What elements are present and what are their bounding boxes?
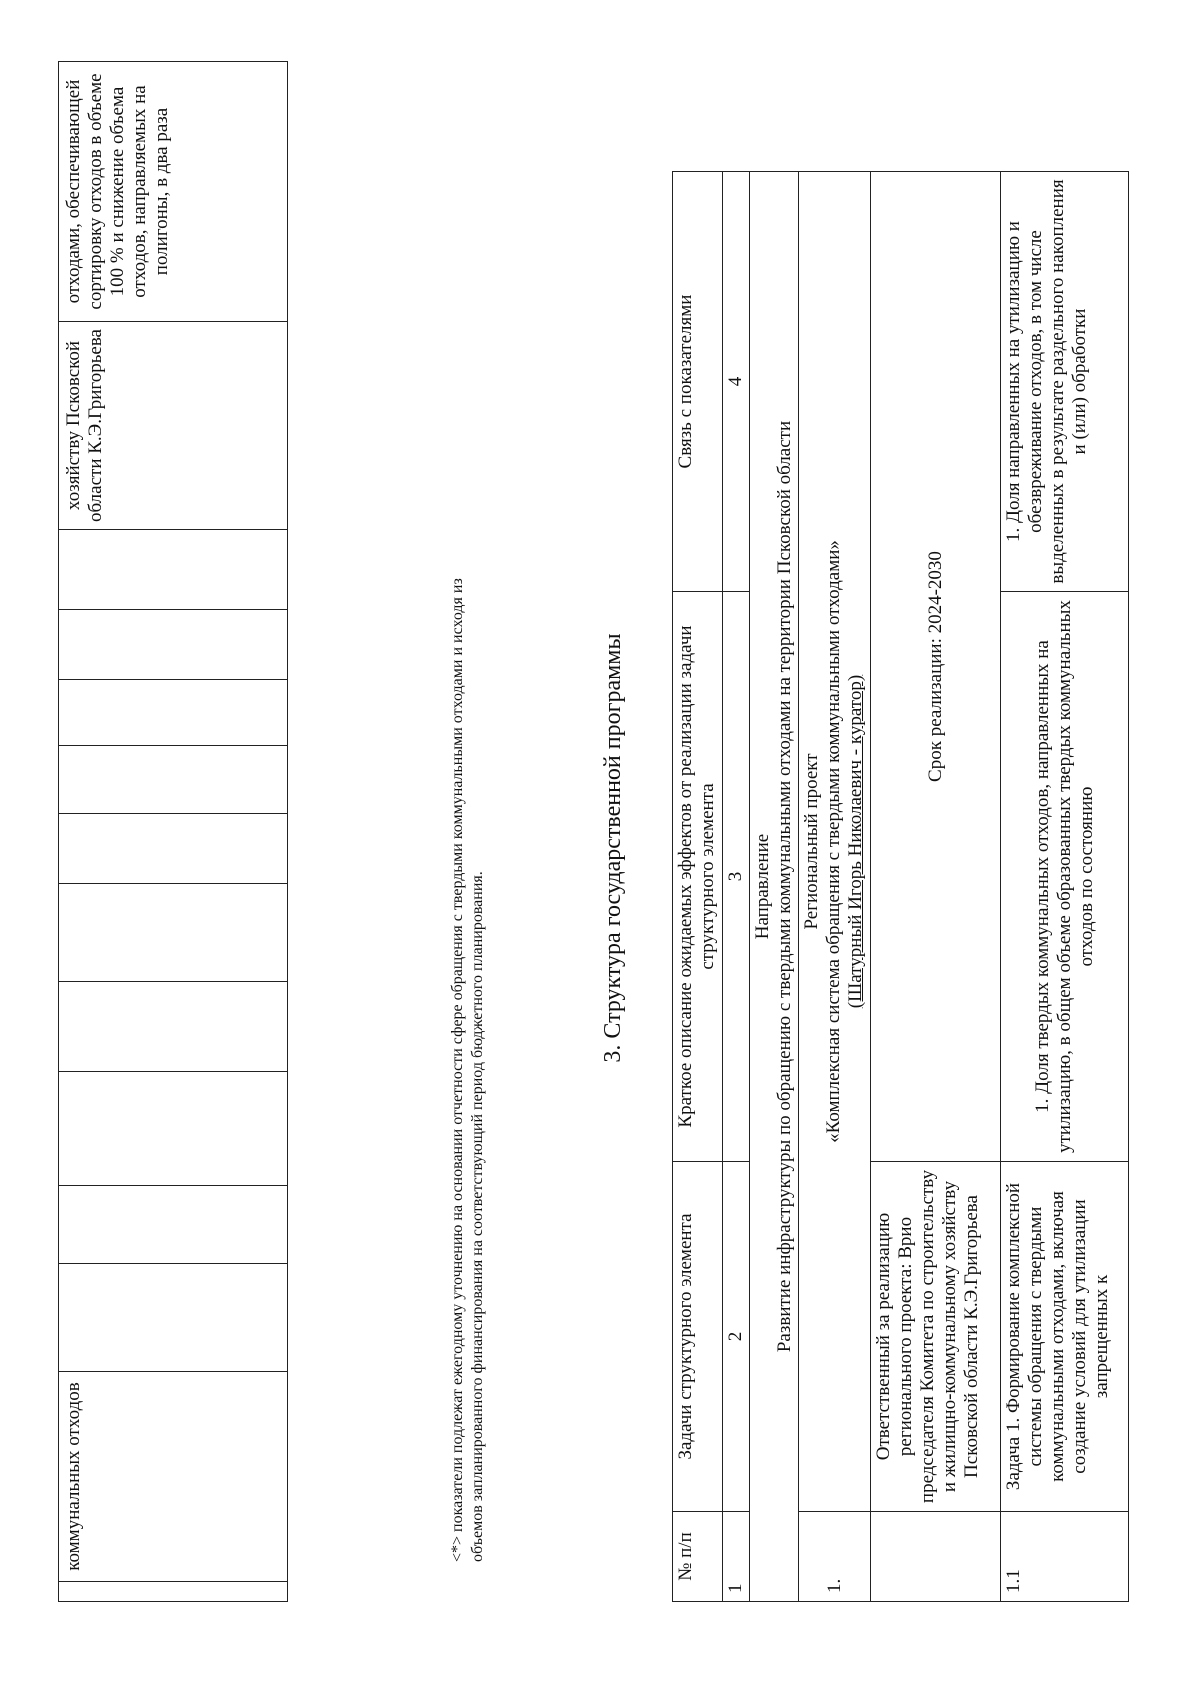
continuation-table (58, 61, 288, 1602)
index-cell: 3 (723, 592, 750, 1162)
empty-cell (59, 982, 288, 1072)
responsible-cell: Ответственный за реализацию регионального проекта: Врио председателя Комитета по строительству и жилищно-коммунальному хозяйству Псковской области К.Э.Григорьева (871, 1162, 1001, 1512)
header-row (673, 172, 723, 1602)
empty-cell (59, 610, 288, 680)
project-name: «Комплексная система обращения с твердыми коммунальными отходами» (823, 540, 844, 1143)
task-row (1001, 172, 1129, 1602)
empty-cell (59, 746, 288, 814)
footnote-line-2: объемов запланированного финансирования на соответствующий период бюджетного планирования. (469, 871, 486, 1562)
index-cell: 1 (723, 1512, 750, 1602)
direction-label: Направление (752, 833, 773, 940)
result-cell: отходами, обеспечивающей сортировку отходов в объеме 100 % и снижение объема отходов, направляемых на полигоны, в два раза (59, 62, 288, 322)
project-num: 1. (799, 1512, 871, 1602)
indicator-cell: 1. Доля направленных на утилизацию и обезвреживание отходов, в том числе выделенных в результате раздельного накопления и (или) обработки (1001, 172, 1129, 592)
direction-cell (750, 172, 799, 1602)
direction-row (750, 172, 799, 1602)
structure-table (672, 171, 1129, 1602)
task-num: 1.1 (1001, 1512, 1129, 1602)
index-cell: 4 (723, 172, 750, 592)
project-cell (799, 172, 871, 1512)
indicator-name-cell: коммунальных отходов (59, 1372, 288, 1582)
project-curator: (Шатурный Игорь Николаевич - куратор) (845, 674, 866, 1009)
header-link: Связь с показателями (673, 172, 723, 592)
footnote (448, 62, 488, 1562)
project-row (799, 172, 871, 1602)
responsible-row (871, 172, 1001, 1602)
header-description: Краткое описание ожидаемых эффектов от реализации задачи структурного элемента (673, 592, 723, 1162)
responsible-cell: хозяйству Псковской области К.Э.Григорьева (59, 322, 288, 530)
section-title: 3. Структура государственной программы (600, 633, 626, 1063)
footnote-line-1: <*> показатели подлежат ежегодному уточнению на основании отчетности сфере обращения с твердыми коммунальными отходами и исходя из (449, 578, 466, 1562)
empty-cell (59, 884, 288, 982)
task-cell: Задача 1. Формирование комплексной системы обращения с твердыми коммунальными отходами, включая создание условий для утилизации запрещенных к (1001, 1162, 1129, 1512)
index-row (723, 172, 750, 1602)
empty-cell (59, 814, 288, 884)
header-num: № п/п (673, 1512, 723, 1602)
effect-cell: 1. Доля твердых коммунальных отходов, направленных на утилизацию, в общем объеме образованных твердых коммунальных отходов по состоянию (1001, 592, 1129, 1162)
term-cell: Срок реализации: 2024-2030 (871, 172, 1001, 1162)
header-tasks: Задачи структурного элемента (673, 1162, 723, 1512)
index-cell: 2 (723, 1162, 750, 1512)
empty-cell (59, 530, 288, 610)
empty-cell (59, 1072, 288, 1186)
empty-cell (59, 1186, 288, 1264)
project-label: Региональный проект (801, 753, 822, 930)
continuation-row (59, 62, 288, 1602)
direction-text: Развитие инфраструктуры по обращению с твердыми коммунальными отходами на территории Псковской области (774, 420, 795, 1353)
empty-cell (59, 680, 288, 746)
empty-cell (871, 1512, 1001, 1602)
empty-cell (59, 1264, 288, 1372)
empty-cell (59, 1582, 288, 1602)
